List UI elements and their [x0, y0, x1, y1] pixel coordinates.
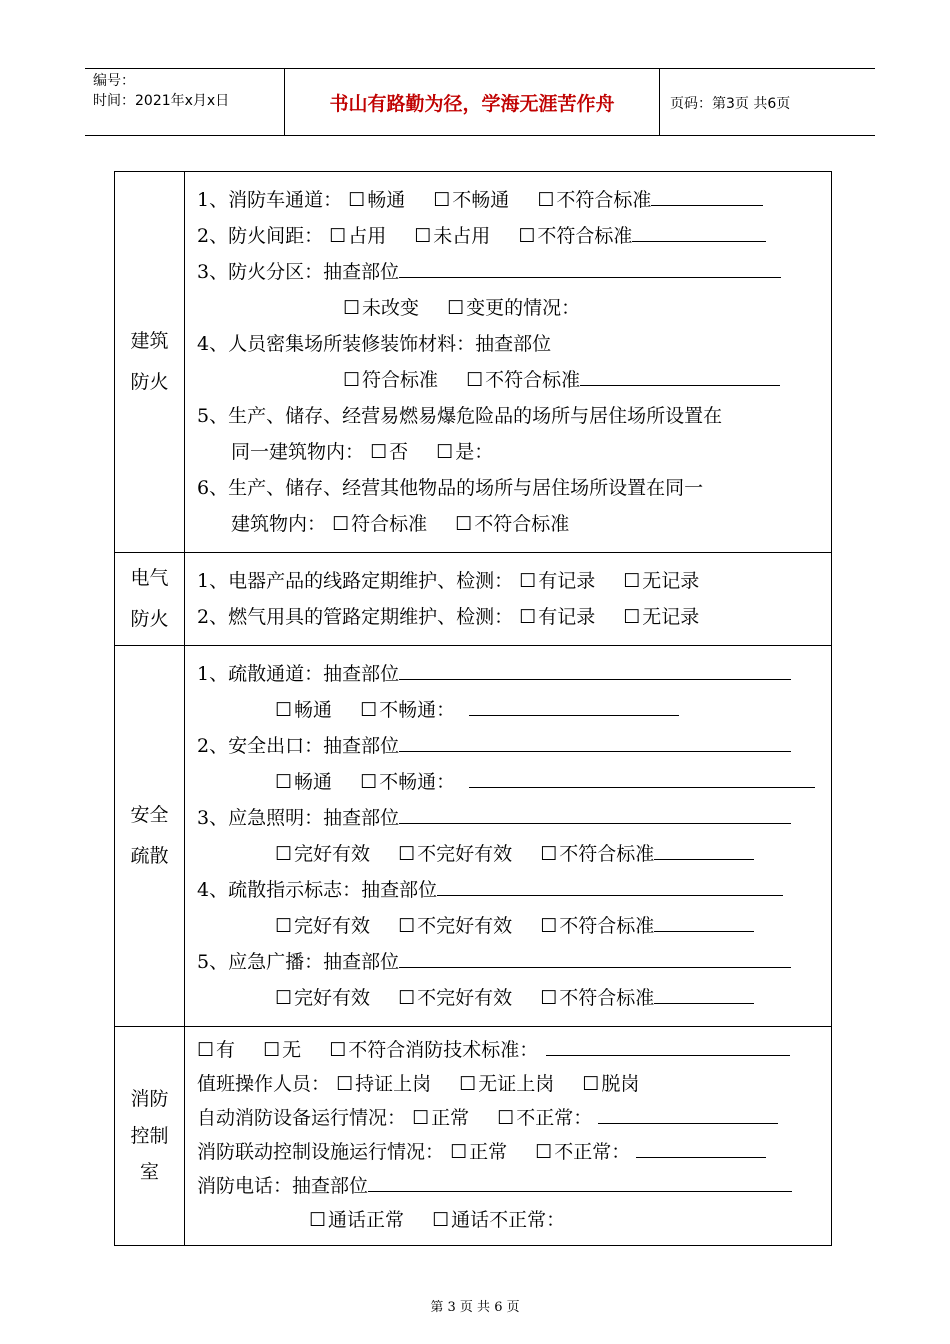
blank-line[interactable] [580, 366, 780, 386]
blank-line[interactable] [399, 258, 781, 278]
form-line [197, 563, 821, 599]
blank-line[interactable] [651, 186, 763, 206]
checkbox[interactable]: ☐ [540, 987, 558, 1009]
checkbox[interactable]: ☐ [519, 570, 537, 592]
section-label [115, 553, 185, 645]
section-body [185, 1027, 831, 1245]
section-fire-control-room [115, 1027, 831, 1245]
option-label: 不符合消防技术标准： [348, 1039, 539, 1061]
form-line [197, 1203, 821, 1237]
checkbox[interactable]: ☐ [275, 987, 293, 1009]
form-line [197, 599, 821, 635]
form-line [197, 254, 821, 290]
fire-inspection-form [114, 171, 832, 1246]
option-label: 符合标准 [362, 369, 439, 391]
checkbox[interactable]: ☐ [398, 843, 416, 865]
checkbox[interactable]: ☐ [450, 1141, 468, 1163]
field-label: 2、安全出口：抽查部位 [197, 735, 400, 757]
checkbox[interactable]: ☐ [263, 1039, 281, 1061]
blank-line[interactable] [399, 732, 791, 752]
option-label: 正常 [469, 1141, 508, 1163]
option-label: 不符合标准 [559, 987, 655, 1009]
option-label: 未改变 [362, 297, 420, 319]
form-line [197, 326, 821, 362]
blank-line[interactable] [654, 840, 754, 860]
checkbox[interactable]: ☐ [540, 915, 558, 937]
option-label: 完好有效 [294, 915, 371, 937]
section-label [115, 172, 185, 552]
checkbox[interactable]: ☐ [459, 1073, 477, 1095]
option-label: 不完好有效 [417, 915, 513, 937]
checkbox[interactable]: ☐ [447, 297, 465, 319]
section-label-line: 安全 [130, 804, 169, 827]
field-label: 消防联动控制设施运行情况： [197, 1141, 445, 1163]
section-label-line: 防火 [130, 608, 169, 630]
form-line [197, 1101, 821, 1135]
option-label: 不符合标准 [474, 513, 570, 535]
form-line [197, 908, 821, 944]
option-label: 持证上岗 [355, 1073, 432, 1095]
checkbox[interactable]: ☐ [348, 189, 366, 211]
option-label: 不畅通 [452, 189, 510, 211]
field-label: 消防电话：抽查部位 [197, 1175, 369, 1197]
checkbox[interactable]: ☐ [582, 1073, 600, 1095]
form-line [197, 470, 821, 506]
form-line [197, 836, 821, 872]
field-label: 建筑物内： [231, 513, 327, 535]
blank-line[interactable] [546, 1036, 790, 1056]
option-label: 完好有效 [294, 843, 371, 865]
form-line [197, 1169, 821, 1203]
option-label: 完好有效 [294, 987, 371, 1009]
option-label: 未占用 [433, 225, 491, 247]
section-label-line: 防火 [130, 371, 169, 393]
checkbox[interactable]: ☐ [433, 189, 451, 211]
option-label: 不符合标准 [556, 189, 652, 211]
checkbox[interactable]: ☐ [343, 297, 361, 319]
section-label [115, 1027, 185, 1245]
section-label-line: 疏散 [130, 845, 169, 867]
option-label: 不符合标准 [485, 369, 581, 391]
field-label: 值班操作人员： [197, 1073, 331, 1095]
option-label: 不畅通： [379, 699, 456, 721]
option-label: 变更的情况： [466, 297, 581, 319]
blank-line[interactable] [437, 876, 783, 896]
blank-line[interactable] [654, 912, 754, 932]
form-line [197, 764, 821, 800]
form-line [197, 1135, 821, 1169]
form-line [197, 506, 821, 542]
section-electrical-fire-prevention [115, 553, 831, 646]
section-label-line: 室 [139, 1161, 159, 1184]
checkbox[interactable]: ☐ [275, 915, 293, 937]
checkbox[interactable]: ☐ [455, 513, 473, 535]
form-line [197, 218, 821, 254]
option-label: 有记录 [538, 606, 596, 628]
field-label: 同一建筑物内： [231, 441, 365, 463]
option-label: 符合标准 [351, 513, 428, 535]
field-label: 3、应急照明：抽查部位 [197, 807, 400, 829]
option-label: 不完好有效 [417, 843, 513, 865]
option-label: 畅通 [294, 699, 333, 721]
field-label: 2、防火间距： [197, 225, 324, 247]
checkbox[interactable]: ☐ [497, 1107, 515, 1129]
option-label: 不符合标准 [559, 915, 655, 937]
checkbox[interactable]: ☐ [412, 1107, 430, 1129]
checkbox[interactable]: ☐ [540, 843, 558, 865]
blank-line[interactable] [399, 660, 791, 680]
field-label: 4、人员密集场所装修装饰材料：抽查部位 [197, 333, 552, 355]
section-body [185, 553, 831, 645]
option-label: 脱岗 [601, 1073, 640, 1095]
checkbox[interactable]: ☐ [519, 606, 537, 628]
blank-line[interactable] [469, 768, 815, 788]
field-label: 4、疏散指示标志：抽查部位 [197, 879, 438, 901]
option-label: 无记录 [642, 570, 700, 592]
form-line [197, 182, 821, 218]
section-building-fire-prevention [115, 172, 831, 553]
option-label: 正常 [431, 1107, 470, 1129]
form-line [197, 800, 821, 836]
section-safe-evacuation [115, 646, 831, 1027]
blank-line[interactable] [469, 696, 679, 716]
field-label: 6、生产、储存、经营其他物品的场所与居住场所设置在同一 [197, 477, 704, 499]
checkbox[interactable]: ☐ [436, 441, 454, 463]
form-line [197, 1067, 821, 1101]
page-footer: 第 3 页 共 6 页 [430, 1300, 520, 1315]
section-label-line: 建筑 [130, 330, 169, 353]
checkbox[interactable]: ☐ [275, 843, 293, 865]
field-label: 3、防火分区：抽查部位 [197, 261, 400, 283]
option-label: 畅通 [367, 189, 406, 211]
form-line [197, 944, 821, 980]
option-label: 占用 [348, 225, 387, 247]
checkbox[interactable]: ☐ [329, 1039, 347, 1061]
header-motto: 书山有路勤为径，学海无涯苦作舟 [285, 69, 660, 136]
checkbox[interactable]: ☐ [197, 1039, 215, 1061]
section-body [185, 172, 831, 552]
checkbox[interactable]: ☐ [343, 369, 361, 391]
checkbox[interactable]: ☐ [623, 606, 641, 628]
section-label-line: 电气 [130, 567, 169, 590]
header-meta [85, 69, 285, 136]
form-line [197, 290, 821, 326]
checkbox[interactable]: ☐ [360, 699, 378, 721]
field-label: 1、电器产品的线路定期维护、检测： [197, 570, 514, 592]
document-date: 时间：2021年x月x日 [93, 93, 230, 109]
form-line [197, 980, 821, 1016]
option-label: 不正常： [516, 1107, 593, 1129]
option-label: 不符合标准 [559, 843, 655, 865]
checkbox[interactable]: ☐ [309, 1209, 327, 1231]
option-label: 不畅通： [379, 771, 456, 793]
blank-line[interactable] [632, 222, 766, 242]
option-label: 通话不正常： [451, 1209, 566, 1231]
field-label: 5、生产、储存、经营易燃易爆危险品的场所与居住场所设置在 [197, 405, 723, 427]
checkbox[interactable]: ☐ [329, 225, 347, 247]
section-label [115, 646, 185, 1026]
checkbox[interactable]: ☐ [414, 225, 432, 247]
option-label: 无证上岗 [478, 1073, 555, 1095]
field-label: 1、疏散通道：抽查部位 [197, 663, 400, 685]
option-label: 无 [282, 1039, 302, 1061]
form-line [197, 692, 821, 728]
option-label: 无记录 [642, 606, 700, 628]
option-label: 是： [455, 441, 494, 463]
option-label: 有记录 [538, 570, 596, 592]
section-label-line: 消防 [130, 1087, 169, 1110]
form-line [197, 434, 821, 470]
checkbox[interactable]: ☐ [537, 189, 555, 211]
form-line [197, 872, 821, 908]
checkbox[interactable]: ☐ [535, 1141, 553, 1163]
checkbox[interactable]: ☐ [360, 771, 378, 793]
form-line [197, 656, 821, 692]
checkbox[interactable]: ☐ [398, 915, 416, 937]
option-label: 否 [389, 441, 409, 463]
section-label-line: 控制 [130, 1124, 169, 1147]
form-line [197, 398, 821, 434]
blank-line[interactable] [399, 948, 791, 968]
field-label: 2、燃气用具的管路定期维护、检测： [197, 606, 514, 628]
form-line [197, 362, 821, 398]
checkbox[interactable]: ☐ [466, 369, 484, 391]
checkbox[interactable]: ☐ [332, 513, 350, 535]
form-line [197, 728, 821, 764]
blank-line[interactable] [598, 1104, 778, 1124]
blank-line[interactable] [399, 804, 791, 824]
blank-line[interactable] [368, 1172, 792, 1192]
checkbox[interactable]: ☐ [398, 987, 416, 1009]
checkbox[interactable]: ☐ [518, 225, 536, 247]
checkbox[interactable]: ☐ [432, 1209, 450, 1231]
option-label: 畅通 [294, 771, 333, 793]
checkbox[interactable]: ☐ [275, 771, 293, 793]
option-label: 不符合标准 [537, 225, 633, 247]
section-body [185, 646, 831, 1026]
document-number-label: 编号： [93, 73, 135, 89]
option-label: 通话正常 [328, 1209, 405, 1231]
checkbox[interactable]: ☐ [275, 699, 293, 721]
page-header [85, 68, 875, 136]
blank-line[interactable] [654, 984, 754, 1004]
option-label: 不完好有效 [417, 987, 513, 1009]
checkbox[interactable]: ☐ [623, 570, 641, 592]
blank-line[interactable] [636, 1138, 766, 1158]
field-label: 5、应急广播：抽查部位 [197, 951, 400, 973]
header-page-number: 页码：第3页 共6页 [670, 95, 791, 112]
checkbox[interactable]: ☐ [370, 441, 388, 463]
checkbox[interactable]: ☐ [336, 1073, 354, 1095]
field-label: 1、消防车通道： [197, 189, 343, 211]
option-label: 有 [216, 1039, 236, 1061]
form-line [197, 1033, 821, 1067]
field-label: 自动消防设备运行情况： [197, 1107, 407, 1129]
option-label: 不正常： [554, 1141, 631, 1163]
